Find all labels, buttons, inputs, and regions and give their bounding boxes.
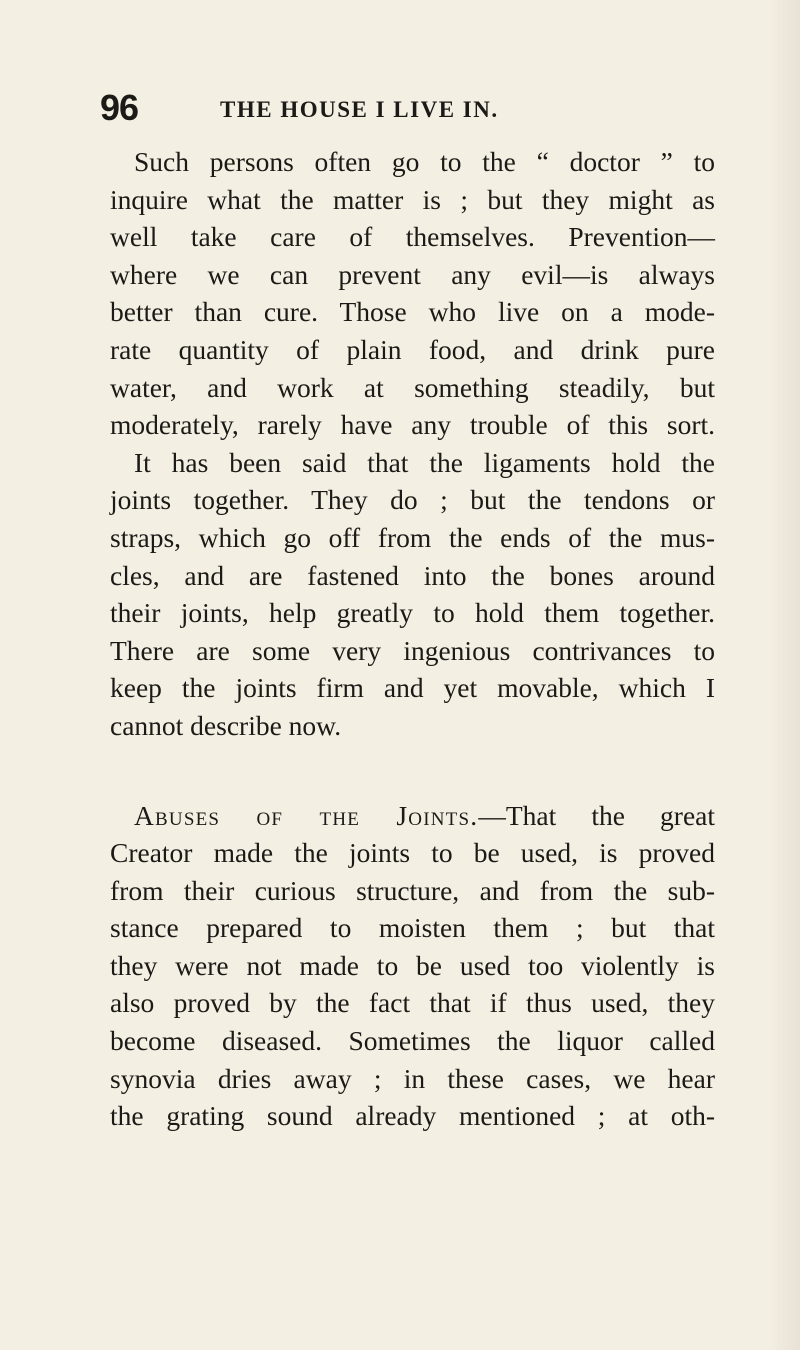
text-line: become diseased. Sometimes the liquor called: [110, 1025, 715, 1057]
section-gap: [110, 745, 715, 797]
running-head: [100, 88, 740, 128]
text-line: keep the joints firm and yet movable, which I: [110, 672, 715, 704]
text-line: [110, 797, 715, 835]
paragraph-1: [110, 143, 715, 444]
text-line: cles, and are fastened into the bones around: [110, 559, 715, 591]
text-line: joints together. They do ; but the tendons or: [110, 484, 715, 516]
paragraph-2: [110, 444, 715, 745]
text-line: where we can prevent any evil—is always: [110, 258, 715, 290]
text-line: they were not made to be used too violently is: [110, 949, 715, 981]
text-line: stance prepared to moisten them ; but that: [110, 912, 715, 944]
text-line: synovia dries away ; in these cases, we hear: [110, 1062, 715, 1094]
body-text: [110, 143, 715, 1135]
text-line: rate quantity of plain food, and drink pure: [110, 333, 715, 365]
text-line: Creator made the joints to be used, is proved: [110, 837, 715, 869]
running-title: THE HOUSE I LIVE IN.: [220, 97, 499, 122]
text-line: Such persons often go to the “ doctor ” to: [134, 146, 715, 177]
text-line: also proved by the fact that if thus used, they: [110, 987, 715, 1019]
heading-line-rest: —That the great: [478, 799, 716, 831]
text-line: from their curious structure, and from the sub-: [110, 874, 715, 906]
text-line: water, and work at something steadily, but: [110, 371, 715, 403]
paragraph-3: [110, 797, 715, 1135]
text-line: their joints, help greatly to hold them together.: [110, 597, 715, 629]
text-line: cannot describe now.: [110, 709, 342, 741]
text-line: well take care of themselves. Prevention—: [110, 221, 715, 253]
text-line: straps, which go off from the ends of the mus-: [110, 521, 715, 553]
text-line: moderately, rarely have any trouble of this sort.: [110, 409, 715, 441]
page-number: 96: [100, 87, 139, 128]
text-line: There are some very ingenious contrivances to: [110, 634, 715, 666]
text-line: inquire what the matter is ; but they might as: [110, 183, 715, 215]
section-heading: Abuses of the Joints.: [134, 799, 479, 831]
text-line: better than cure. Those who live on a mode-: [110, 296, 715, 328]
text-line: the grating sound already mentioned ; at oth-: [110, 1100, 715, 1132]
text-line: It has been said that the ligaments hold the: [134, 446, 715, 478]
